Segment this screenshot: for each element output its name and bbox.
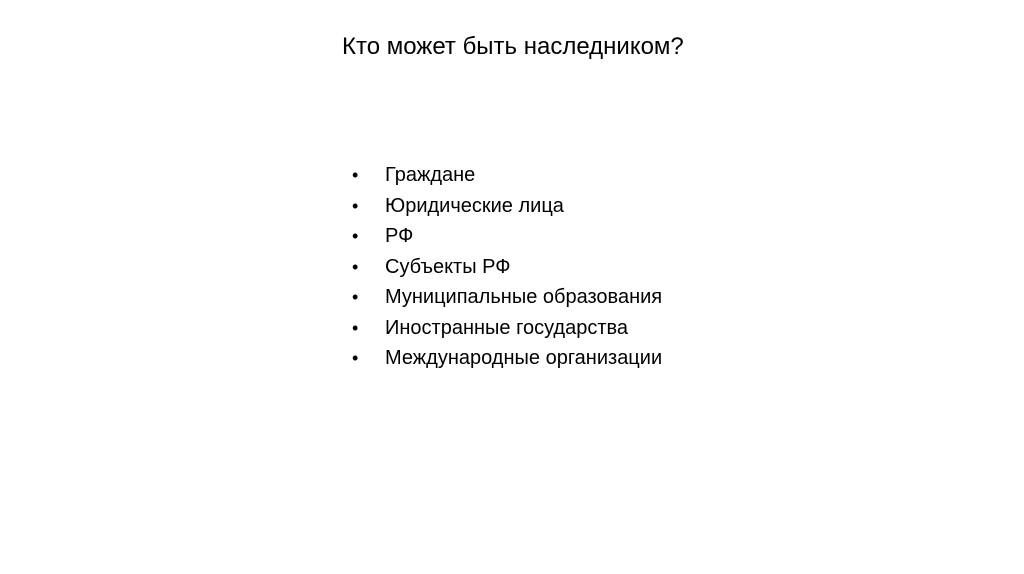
list-item-text: Иностранные государства [385,316,629,339]
bullet-icon: • [352,287,359,307]
list-item-text: Граждане [385,164,476,186]
list-item-text: Международные организации [385,347,663,369]
slide-title: Кто может быть наследником? [342,33,684,60]
list-item [352,343,662,374]
bullet-icon: • [352,226,359,246]
heir-list [352,160,662,374]
bullet-icon: • [352,256,359,277]
list-item-text: Юридические лица [385,194,564,217]
bullet-icon: • [352,195,359,216]
list-item [352,282,662,313]
list-item-text: Субъекты РФ [385,255,511,278]
list-item [352,191,662,222]
list-item [352,313,662,344]
bullet-icon: • [352,317,359,338]
bullet-icon: • [352,165,359,185]
list-item [352,221,662,252]
list-item [352,160,662,191]
list-item-text: РФ [385,225,414,247]
bullet-icon: • [352,348,359,368]
list-item-text: Муниципальные образования [385,286,663,308]
list-item [352,252,662,283]
